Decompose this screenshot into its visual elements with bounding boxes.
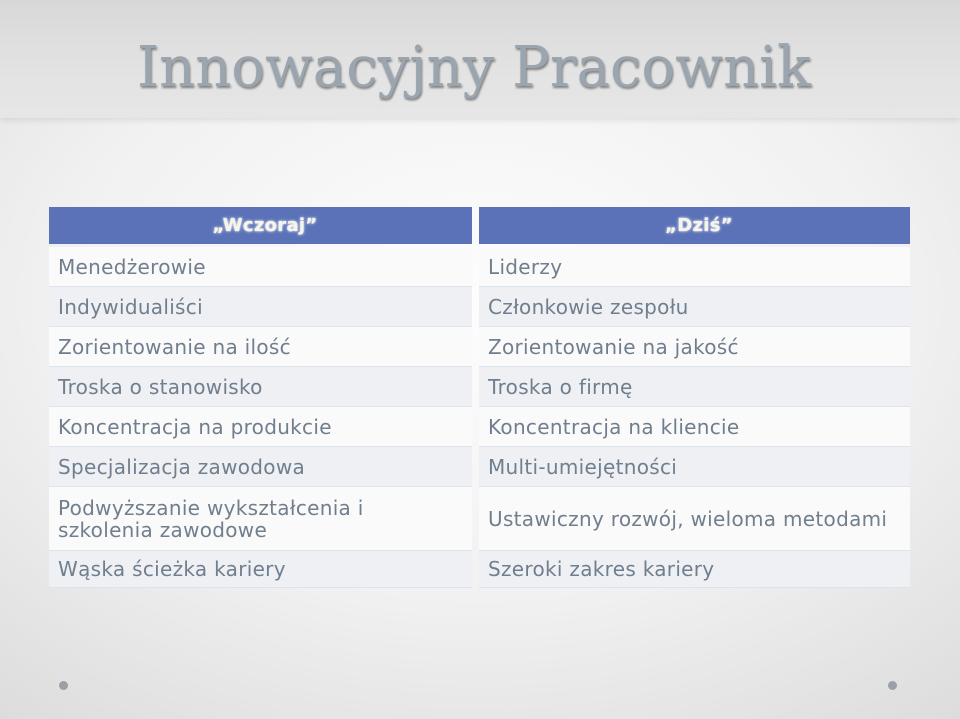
- table-row: [49, 551, 472, 588]
- row-label: Zorientowanie na jakość: [488, 334, 739, 359]
- row-label: Indywidualiści: [58, 294, 203, 319]
- table-row: [49, 287, 472, 327]
- header-today: [479, 207, 910, 244]
- table-row: [49, 487, 472, 551]
- table-row: [479, 367, 910, 407]
- row-label: Koncentracja na produkcie: [58, 414, 332, 439]
- table-row: [49, 327, 472, 367]
- decorative-dot-left: [59, 681, 68, 690]
- table-row: [49, 247, 472, 287]
- row-label: Troska o stanowisko: [58, 374, 263, 399]
- table-row: [49, 407, 472, 447]
- table-row: [479, 247, 910, 287]
- slide-title: Innowacyjny Pracownik: [137, 35, 811, 100]
- row-label: Członkowie zespołu: [488, 294, 689, 319]
- row-label: Zorientowanie na ilość: [58, 334, 291, 359]
- row-label: Multi-umiejętności: [488, 454, 678, 479]
- row-label: Troska o firmę: [488, 374, 633, 399]
- row-label: Menedżerowie: [58, 254, 206, 279]
- table-row: [49, 367, 472, 407]
- table-row: [479, 551, 910, 588]
- decorative-dot-right: [888, 681, 897, 690]
- table-row: [479, 447, 910, 487]
- header-yesterday: [49, 207, 472, 244]
- header-today-label: „Dziś”: [665, 214, 733, 236]
- row-label: Specjalizacja zawodowa: [58, 454, 306, 479]
- table-row: [479, 407, 910, 447]
- table-row: [479, 327, 910, 367]
- row-label: Koncentracja na kliencie: [488, 414, 740, 439]
- header-yesterday-label: „Wczoraj”: [212, 214, 318, 236]
- row-label: Podwyższanie wykształcenia i szkolenia zawodowe: [58, 495, 364, 542]
- row-label: Liderzy: [488, 254, 563, 279]
- row-label: Ustawiczny rozwój, wieloma metodami: [488, 506, 888, 531]
- table-row: [479, 487, 910, 551]
- row-label: Wąska ścieżka kariery: [58, 557, 286, 581]
- table-row: [49, 447, 472, 487]
- table-row: [479, 287, 910, 327]
- row-label: Szeroki zakres kariery: [488, 557, 715, 581]
